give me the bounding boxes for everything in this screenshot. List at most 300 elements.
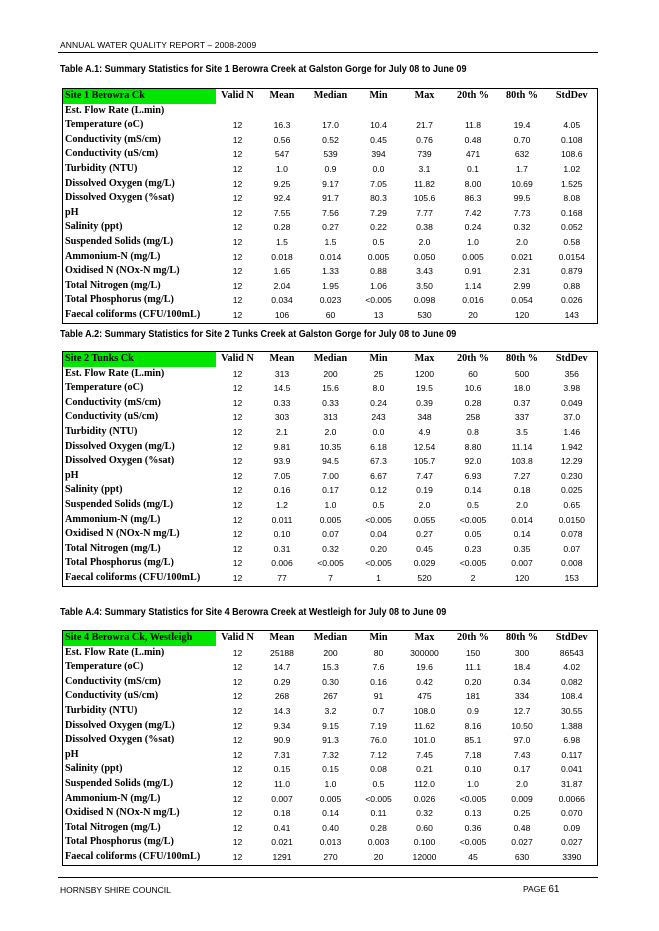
table-row — [63, 483, 598, 498]
value-cell: 0.011 — [271, 514, 293, 525]
table-row — [63, 821, 598, 836]
column-header: Max — [414, 90, 435, 101]
value-cell — [357, 104, 401, 119]
table-row — [63, 425, 598, 440]
value-cell: 4.05 — [563, 120, 581, 131]
parameter-label: Faecal coliforms (CFU/100mL) — [65, 850, 201, 862]
value-cell: 0.008 — [560, 558, 583, 569]
value-cell: 0.76 — [416, 134, 433, 145]
value-cell: 7.32 — [322, 749, 339, 760]
value-cell: 1.65 — [273, 266, 291, 277]
value-cell: 0.11 — [370, 808, 387, 819]
table-row — [63, 367, 598, 382]
value-cell: 0.20 — [370, 543, 387, 554]
value-cell: 12 — [232, 705, 243, 716]
value-cell: 1.7 — [516, 163, 528, 174]
value-cell: 500 — [514, 368, 530, 379]
value-cell: 1.525 — [560, 178, 583, 189]
value-cell: 0.014 — [319, 251, 342, 262]
table-row — [63, 440, 598, 455]
value-cell: 0.32 — [322, 543, 339, 554]
value-cell: 8.16 — [464, 720, 482, 731]
value-cell: 0.5 — [372, 499, 385, 510]
value-cell: 547 — [274, 149, 290, 160]
footer-rule — [58, 877, 598, 878]
table-row — [63, 104, 598, 119]
parameter-label: Conductivity (uS/cm) — [65, 148, 159, 160]
table-row — [63, 235, 598, 250]
parameter-label: Conductivity (uS/cm) — [65, 411, 159, 423]
value-cell: 0.37 — [513, 397, 531, 408]
value-cell: 3.5 — [516, 426, 528, 437]
value-cell: 2.04 — [273, 280, 291, 291]
table-row — [63, 542, 598, 557]
value-cell: 91 — [373, 691, 384, 702]
value-cell: 12 — [232, 134, 243, 145]
value-cell: 91.7 — [322, 193, 339, 204]
table-row — [63, 646, 598, 661]
value-cell: 0.5 — [372, 778, 385, 789]
parameter-label: Total Phosphorus (mg/L) — [65, 836, 174, 848]
value-cell: 7.18 — [464, 749, 482, 760]
value-cell: 0.0 — [372, 426, 385, 437]
value-cell: 3.43 — [416, 266, 433, 277]
value-cell: 0.08 — [370, 764, 387, 775]
value-cell: 1.33 — [322, 266, 339, 277]
value-cell: <0.005 — [365, 558, 392, 569]
value-cell: 2.0 — [324, 426, 337, 437]
value-cell: 1.0 — [467, 778, 479, 789]
value-cell: 153 — [564, 572, 579, 583]
value-cell: 93.9 — [273, 456, 291, 467]
parameter-label: Total Phosphorus (mg/L) — [65, 294, 174, 306]
value-cell: 7.56 — [322, 207, 339, 218]
value-cell: 258 — [465, 412, 481, 423]
value-cell: 11.62 — [414, 720, 435, 731]
table-row — [63, 777, 598, 792]
value-cell: 0.45 — [416, 543, 433, 554]
value-cell: 1.942 — [560, 441, 583, 452]
value-cell: 0.42 — [416, 676, 433, 687]
value-cell: 76.0 — [370, 735, 387, 746]
column-header: 80th % — [506, 90, 538, 101]
parameter-label: Conductivity (uS/cm) — [65, 690, 159, 702]
value-cell: 1.2 — [276, 499, 288, 510]
value-cell: 1.14 — [464, 280, 482, 291]
value-cell: 6.18 — [370, 441, 387, 452]
value-cell: 0.021 — [271, 837, 293, 848]
table-a1-caption: Table A.1: Summary Statistics for Site 1 Berowra Creek at Galston Gorge for July 08 to June 09 — [60, 63, 467, 75]
parameter-label: Temperature (oC) — [65, 119, 144, 131]
parameter-label: Oxidised N (NOx-N mg/L) — [65, 807, 180, 819]
value-cell: 0.88 — [563, 280, 581, 291]
value-cell: 12 — [232, 207, 243, 218]
value-cell: 0.168 — [560, 207, 583, 218]
value-cell: 0.25 — [513, 808, 531, 819]
value-cell: 106 — [274, 309, 290, 320]
parameter-label: Dissolved Oxygen (mg/L) — [65, 177, 175, 189]
value-cell: 90.9 — [273, 735, 291, 746]
value-cell: 0.18 — [513, 485, 531, 496]
value-cell: 356 — [564, 368, 579, 379]
parameter-label: Total Nitrogen (mg/L) — [65, 821, 161, 833]
column-header: Median — [313, 632, 348, 643]
value-cell: 12 — [232, 470, 243, 481]
value-cell: 268 — [274, 691, 290, 702]
value-cell: 0.014 — [511, 514, 533, 525]
value-cell: 12 — [232, 529, 243, 540]
value-cell: 25188 — [270, 647, 294, 658]
value-cell: 0.9 — [467, 705, 479, 716]
table-row — [63, 498, 598, 513]
value-cell: 2.1 — [276, 426, 288, 437]
value-cell: 0.029 — [413, 558, 436, 569]
table-a1-site1 — [62, 88, 598, 324]
value-cell: 0.013 — [319, 837, 342, 848]
value-cell: 0.070 — [560, 808, 583, 819]
value-cell: 10.35 — [319, 441, 342, 452]
table-row — [63, 396, 598, 411]
value-cell: 15.6 — [322, 383, 339, 394]
value-cell: 6.67 — [370, 470, 387, 481]
parameter-label: Turbidity (NTU) — [65, 162, 138, 174]
value-cell: 0.38 — [416, 222, 433, 233]
value-cell: 0.33 — [273, 397, 291, 408]
value-cell: 739 — [417, 149, 432, 160]
value-cell: 0.14 — [322, 808, 339, 819]
footer-page — [523, 884, 560, 895]
value-cell: 0.33 — [322, 397, 339, 408]
value-cell: 11.14 — [511, 441, 533, 452]
value-cell: 4.9 — [418, 426, 431, 437]
value-cell: 1.5 — [324, 236, 337, 247]
table-row — [63, 850, 598, 865]
parameter-label: Turbidity (NTU) — [65, 704, 138, 716]
value-cell: 0.34 — [513, 676, 531, 687]
value-cell: 1.06 — [370, 280, 387, 291]
value-cell: 2.0 — [516, 499, 528, 510]
column-header: 80th % — [506, 353, 538, 364]
value-cell: 313 — [323, 412, 338, 423]
value-cell: 12 — [232, 793, 243, 804]
value-cell: 0.27 — [416, 529, 433, 540]
value-cell: 7.6 — [372, 662, 385, 673]
value-cell: 0.17 — [513, 764, 531, 775]
value-cell: 12 — [232, 149, 243, 160]
table-a2-caption: Table A.2: Summary Statistics for Site 2 Tunks Creek at Galston Gorge for July 08 to June 09 — [60, 328, 457, 340]
parameter-label: pH — [65, 469, 79, 481]
value-cell: 0.05 — [464, 529, 482, 540]
value-cell: 1.5 — [276, 236, 288, 247]
value-cell: 0.14 — [513, 529, 531, 540]
value-cell: 3.1 — [418, 163, 431, 174]
value-cell — [401, 104, 449, 119]
value-cell: 303 — [274, 412, 290, 423]
value-cell: 0.29 — [273, 676, 291, 687]
table-row — [63, 162, 598, 177]
value-cell: <0.005 — [459, 793, 487, 804]
value-cell: 0.24 — [370, 397, 387, 408]
value-cell: 17.0 — [322, 120, 339, 131]
site-name-cell: Site 1 Berowra Ck — [63, 89, 216, 104]
parameter-label: Faecal coliforms (CFU/100mL) — [65, 308, 201, 320]
table-row — [63, 264, 598, 279]
table-a4-site4 — [62, 630, 598, 866]
value-cell: 0.17 — [322, 485, 339, 496]
value-cell: 7.27 — [513, 470, 531, 481]
value-cell: 0.108 — [560, 134, 583, 145]
value-cell: 12 — [232, 543, 243, 554]
value-cell: 632 — [514, 149, 530, 160]
value-cell: 0.050 — [413, 251, 436, 262]
value-cell: 9.81 — [273, 441, 291, 452]
value-cell: 0.48 — [464, 134, 482, 145]
value-cell: 7.55 — [273, 207, 291, 218]
value-cell: 2.0 — [516, 778, 528, 789]
value-cell: 11.8 — [464, 120, 482, 131]
value-cell: 10.50 — [511, 720, 533, 731]
value-cell: 0.1 — [467, 163, 479, 174]
table-row — [63, 792, 598, 807]
value-cell: 15.3 — [322, 662, 339, 673]
value-cell: 19.4 — [513, 120, 531, 131]
value-cell: 21.7 — [416, 120, 433, 131]
value-cell: 0.16 — [273, 485, 291, 496]
value-cell: 80.3 — [370, 193, 387, 204]
parameter-label: Suspended Solids (mg/L) — [65, 498, 174, 510]
value-cell: 3.2 — [324, 705, 337, 716]
value-cell: 0.009 — [511, 793, 533, 804]
value-cell: 18.4 — [513, 662, 531, 673]
table-row — [63, 147, 598, 162]
value-cell: <0.005 — [365, 793, 392, 804]
page-number: 61 — [548, 884, 560, 895]
value-cell: 0.0154 — [558, 251, 585, 262]
value-cell: 0.021 — [511, 251, 533, 262]
value-cell: 1200 — [414, 368, 435, 379]
value-cell: 0.005 — [319, 514, 342, 525]
value-cell: 12 — [232, 647, 243, 658]
value-cell: 11.0 — [273, 778, 291, 789]
value-cell: 13 — [373, 309, 384, 320]
column-header: Valid N — [221, 90, 254, 101]
value-cell: 2.31 — [513, 266, 531, 277]
value-cell: 7.43 — [513, 749, 531, 760]
value-cell: 0.88 — [370, 266, 387, 277]
value-cell: <0.005 — [459, 558, 487, 569]
parameter-label: Oxidised N (NOx-N mg/L) — [65, 528, 180, 540]
value-cell: 103.8 — [511, 456, 533, 467]
value-cell: 0.04 — [370, 529, 387, 540]
value-cell: 475 — [417, 691, 432, 702]
value-cell: 7.77 — [416, 207, 433, 218]
value-cell: 0.018 — [271, 251, 293, 262]
value-cell: 1.388 — [560, 720, 583, 731]
value-cell: 1.0 — [324, 778, 337, 789]
value-cell: 108.0 — [413, 705, 436, 716]
value-cell: 12 — [232, 222, 243, 233]
value-cell: 19.5 — [416, 383, 433, 394]
value-cell: 0.30 — [322, 676, 339, 687]
parameter-label: Total Nitrogen (mg/L) — [65, 542, 161, 554]
value-cell: 0.60 — [416, 822, 433, 833]
table-row — [63, 571, 598, 586]
value-cell: 12 — [232, 309, 243, 320]
table-row — [63, 660, 598, 675]
table-row — [63, 191, 598, 206]
parameter-label: Salinity (ppt) — [65, 484, 123, 496]
value-cell: 3390 — [562, 851, 582, 862]
value-cell: 3.98 — [563, 383, 581, 394]
value-cell: 8.08 — [563, 193, 581, 204]
value-cell: 0.23 — [464, 543, 482, 554]
value-cell: 7.29 — [370, 207, 387, 218]
value-cell: 25 — [373, 368, 384, 379]
value-cell: 67.3 — [370, 456, 387, 467]
value-cell: 12 — [232, 764, 243, 775]
table-row — [63, 762, 598, 777]
table-row — [63, 689, 598, 704]
parameter-label: Conductivity (mS/cm) — [65, 396, 161, 408]
value-cell: 0.36 — [464, 822, 482, 833]
value-cell: 10.4 — [370, 120, 387, 131]
table-row — [63, 177, 598, 192]
parameter-label: Suspended Solids (mg/L) — [65, 777, 174, 789]
parameter-label: Total Nitrogen (mg/L) — [65, 279, 161, 291]
value-cell: 37.0 — [563, 412, 581, 423]
value-cell: 86.3 — [464, 193, 482, 204]
value-cell: 7 — [328, 572, 333, 583]
value-cell: 12 — [232, 691, 243, 702]
table-row — [63, 806, 598, 821]
value-cell: 7.31 — [273, 749, 291, 760]
value-cell: 0.12 — [370, 485, 387, 496]
parameter-label: Temperature (oC) — [65, 382, 144, 394]
table-row — [63, 454, 598, 469]
value-cell: 12 — [232, 456, 243, 467]
value-cell: 334 — [514, 691, 530, 702]
table-row — [63, 206, 598, 221]
value-cell: 12 — [232, 778, 243, 789]
parameter-label: pH — [65, 206, 79, 218]
value-cell: 313 — [274, 368, 290, 379]
value-cell: 12 — [232, 178, 243, 189]
value-cell: 0.005 — [367, 251, 390, 262]
parameter-label: Total Phosphorus (mg/L) — [65, 557, 174, 569]
value-cell: 12 — [232, 662, 243, 673]
value-cell: 77 — [277, 572, 287, 583]
value-cell: 14.7 — [273, 662, 291, 673]
table-row — [63, 133, 598, 148]
column-header: 20th % — [457, 90, 489, 101]
value-cell: 243 — [371, 412, 386, 423]
value-cell: 3.50 — [416, 280, 433, 291]
value-cell: 0.45 — [370, 134, 387, 145]
value-cell: 0.09 — [563, 822, 581, 833]
value-cell: 16.3 — [273, 120, 291, 131]
value-cell: 92.0 — [464, 456, 482, 467]
column-header: 20th % — [457, 353, 489, 364]
value-cell: 181 — [465, 691, 481, 702]
value-cell: 10.69 — [511, 178, 533, 189]
value-cell: 101.0 — [413, 735, 436, 746]
value-cell: 0.034 — [271, 295, 293, 306]
value-cell: 7.00 — [322, 470, 339, 481]
value-cell: 270 — [323, 851, 338, 862]
value-cell: 0.0066 — [558, 793, 585, 804]
value-cell: 12 — [232, 441, 243, 452]
value-cell: 1.95 — [322, 280, 339, 291]
value-cell: 12 — [232, 397, 243, 408]
value-cell: 0.10 — [273, 529, 291, 540]
table-row — [63, 835, 598, 850]
value-cell: 0.049 — [560, 397, 583, 408]
value-cell: 200 — [323, 368, 338, 379]
value-cell: 0.026 — [413, 793, 436, 804]
value-cell: 12000 — [412, 851, 437, 862]
value-cell: 7.05 — [273, 470, 291, 481]
value-cell: 12 — [232, 720, 243, 731]
value-cell: 7.12 — [370, 749, 387, 760]
column-header: Min — [369, 353, 388, 364]
parameter-label: Est. Flow Rate (L.min) — [65, 646, 165, 658]
value-cell: 2.0 — [418, 236, 431, 247]
value-cell: 7.42 — [464, 207, 482, 218]
column-header: Min — [369, 632, 388, 643]
parameter-label: Dissolved Oxygen (%sat) — [65, 192, 175, 204]
value-cell: 0.117 — [561, 749, 583, 760]
column-header: 80th % — [506, 632, 538, 643]
value-cell: 1291 — [272, 851, 292, 862]
value-cell — [449, 104, 498, 119]
value-cell: 94.5 — [322, 456, 339, 467]
value-cell: 0.19 — [416, 485, 433, 496]
value-cell: 0.027 — [511, 837, 533, 848]
value-cell: 7.05 — [370, 178, 387, 189]
value-cell: 12 — [232, 251, 243, 262]
value-cell: 7.47 — [416, 470, 433, 481]
value-cell: 0.026 — [560, 295, 583, 306]
value-cell: 0.5 — [467, 499, 479, 510]
parameter-label: Est. Flow Rate (L.min) — [65, 367, 165, 379]
value-cell: 20 — [468, 309, 478, 320]
value-cell: 14.3 — [273, 705, 291, 716]
value-cell: 12 — [232, 163, 243, 174]
table-a4-caption: Table A.4: Summary Statistics for Site 4 Berowra Creek at Westleigh for July 08 to June 09 — [60, 606, 447, 618]
value-cell: 8.80 — [464, 441, 482, 452]
value-cell: 0.14 — [464, 485, 482, 496]
value-cell: 520 — [417, 572, 432, 583]
value-cell — [547, 104, 598, 119]
table-row — [63, 704, 598, 719]
value-cell — [305, 104, 357, 119]
column-header: Median — [313, 90, 348, 101]
value-cell: 31.87 — [560, 778, 583, 789]
value-cell: 108.4 — [560, 691, 583, 702]
column-header: StdDev — [555, 632, 588, 643]
value-cell: 12 — [232, 368, 243, 379]
value-cell: 14.5 — [273, 383, 291, 394]
value-cell: 1.0 — [467, 236, 479, 247]
table-row — [63, 748, 598, 763]
table-header-row — [63, 352, 598, 367]
value-cell: 12.54 — [413, 441, 436, 452]
value-cell: 45 — [468, 851, 478, 862]
value-cell: 91.3 — [322, 735, 339, 746]
value-cell: 2 — [470, 572, 476, 583]
value-cell: 9.25 — [273, 178, 291, 189]
table-row — [63, 308, 598, 323]
